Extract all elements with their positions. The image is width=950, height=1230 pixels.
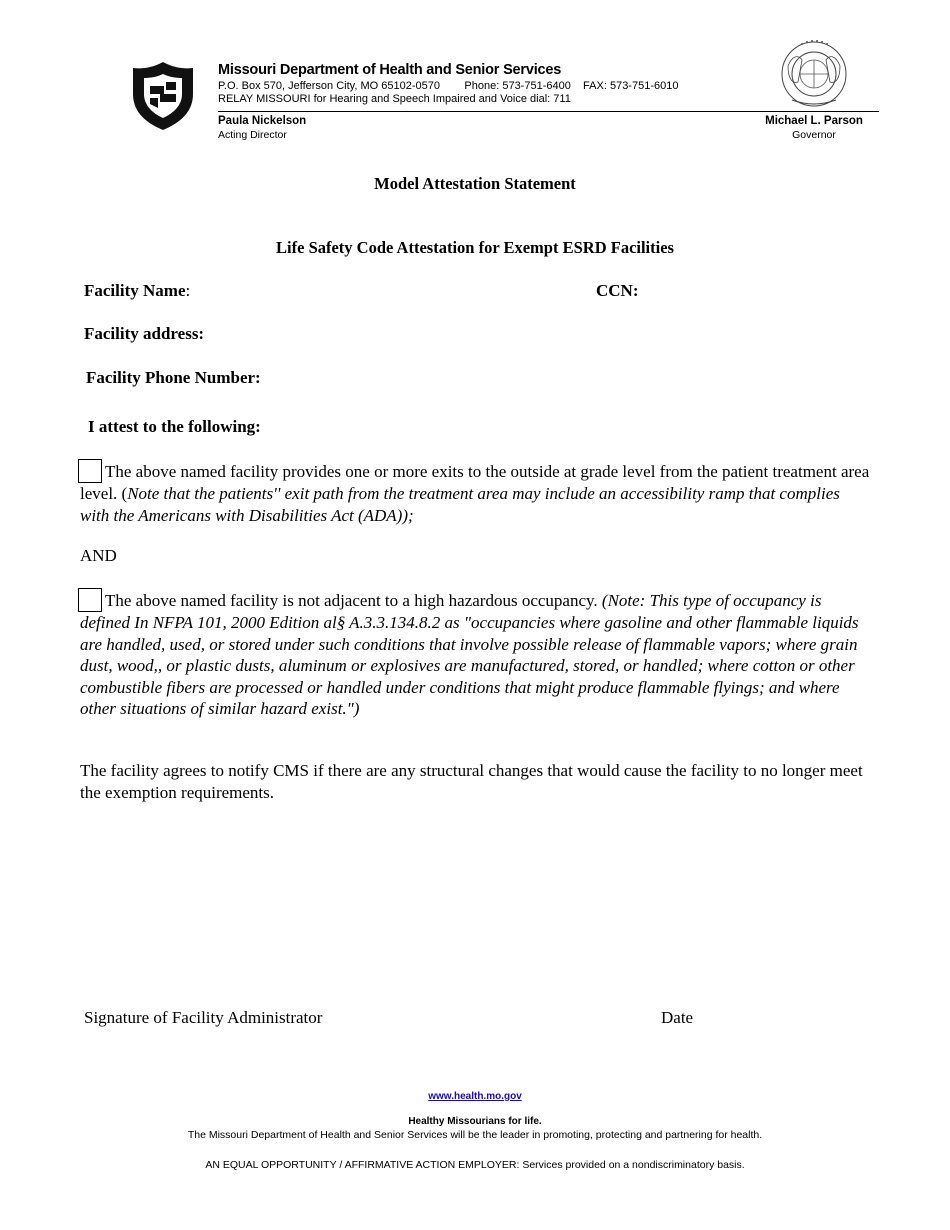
relay-info: RELAY MISSOURI for Hearing and Speech Impaired and Voice dial: 711 [218,93,571,105]
department-name: Missouri Department of Health and Senior Services [218,62,562,78]
footer-slogan: Healthy Missourians for life. [408,1116,542,1127]
facility-address-label: Facility address: [84,324,205,343]
hazard-statement-text: The above named facility is not adjacent to a high hazardous occupancy. [105,591,598,610]
director-title: Acting Director [218,129,287,141]
facility-phone-label: Facility Phone Number: [86,368,261,387]
date-label: Date [661,1008,694,1027]
and-label: AND [80,546,117,565]
attest-heading: I attest to the following: [88,417,261,436]
hazard-statement-note: (Note: This type of occupancy is defined In NFPA 101, 2000 Edition al§ A.3.3.134.8.2 as "occupancies where gasoline and other flammable liquids are handled, used, or stored under such conditions that involve possible release of flammable vapors; where grain dust, wood,, or plastic dusts, aluminum or explosives are manufactured, stored, or handled; where cotton or other combustible fibers are processed or handled under conditions that might produce flammable flyings; and where other situations of similar hazard exist.") [80,591,859,718]
signature-label: Signature of Facility Administrator [84,1008,323,1027]
department-address: P.O. Box 570, Jefferson City, MO 65102-0570 Phone: 573-751-6400 FAX: 573-751-6010 [218,80,679,92]
attestation-item-hazard [80,588,870,720]
facility-name-text: Facility Name [84,281,186,300]
document-title: Model Attestation Statement [374,174,576,193]
exits-statement-note: Note that the patients'' exit path from the treatment area may include an accessibility ramp that complies with the Americans with Disabilities Act (ADA)); [80,484,840,525]
footer-website-link[interactable]: www.health.mo.gov [428,1091,522,1102]
facility-name-colon: : [185,281,191,300]
agreement-paragraph: The facility agrees to notify CMS if there are any structural changes that would cause the facility to no longer meet the exemption requirements. [80,761,863,802]
footer-mission: The Missouri Department of Health and Senior Services will be the leader in promoting, protecting and partnering for health. [187,1129,763,1141]
exits-checkbox[interactable] [78,459,102,483]
governor-name: Michael L. Parson [765,115,863,127]
attestation-item-exits [80,459,870,526]
governor-title: Governor [792,129,836,141]
director-name: Paula Nickelson [218,115,307,127]
governor-block [755,115,873,141]
footer-eeo-statement: AN EQUAL OPPORTUNITY / AFFIRMATIVE ACTION EMPLOYER: Services provided on a nondiscriminatory basis. [205,1159,745,1171]
missouri-state-seal-icon [778,36,850,108]
exits-statement-text: The above named facility provides one or more exits to the outside at grade level from the patient treatment area level. ( [80,462,870,503]
header-divider [218,111,879,112]
ccn-label: CCN: [596,281,639,300]
dhss-shield-icon [130,60,196,132]
facility-name-label [84,281,190,301]
hazard-checkbox[interactable] [78,588,102,612]
document-subtitle: Life Safety Code Attestation for Exempt ESRD Facilities [276,238,674,257]
